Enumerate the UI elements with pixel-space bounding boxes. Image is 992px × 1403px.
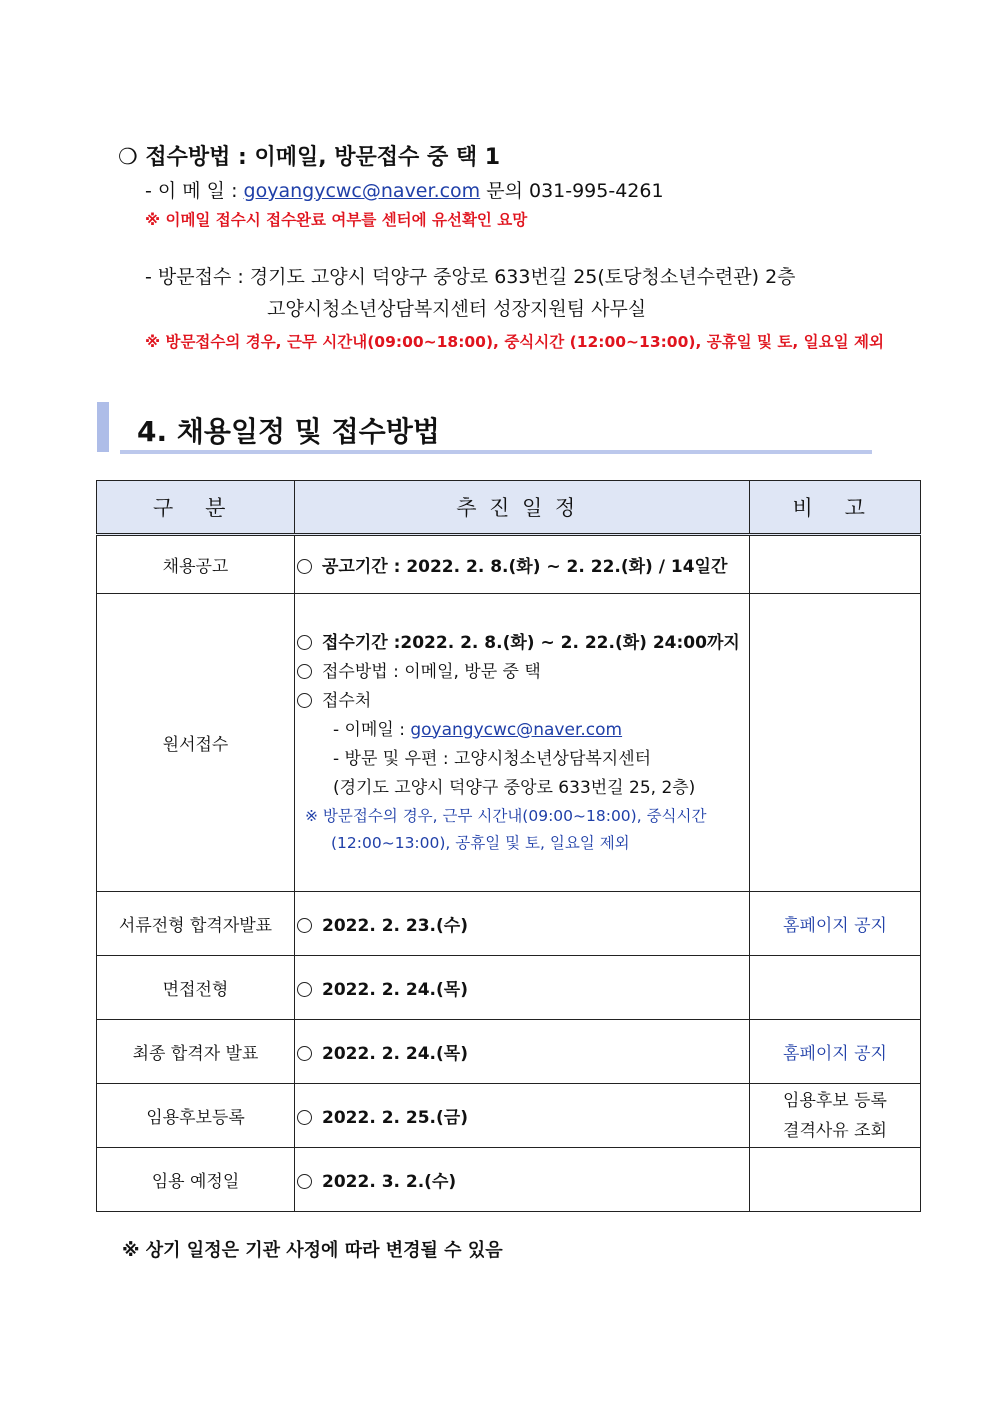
list-note: (12:00~13:00), 공휴일 및 토, 일요일 제외 bbox=[331, 833, 630, 852]
row-label: 면접전형 bbox=[97, 956, 295, 1020]
row-schedule: 2022. 3. 2.(수) bbox=[295, 1148, 750, 1212]
section-marker-bar bbox=[97, 402, 109, 452]
row-schedule bbox=[295, 594, 750, 892]
email-link[interactable]: goyangycwc@naver.com bbox=[410, 719, 623, 740]
list-item: - 방문 및 우편 : 고양시청소년상담복지센터 bbox=[333, 748, 652, 769]
email-link[interactable]: goyangycwc@naver.com bbox=[243, 180, 481, 202]
section-title: 4. 채용일정 및 접수방법 bbox=[137, 415, 440, 448]
circle-bullet-icon bbox=[297, 1174, 312, 1189]
row-remarks bbox=[750, 594, 921, 892]
remarks-line: 임용후보 등록 bbox=[783, 1090, 887, 1111]
table-row bbox=[97, 1020, 921, 1084]
row-schedule: 2022. 2. 24.(목) bbox=[295, 956, 750, 1020]
email-prefix: - 이 메 일 : bbox=[145, 180, 244, 202]
table-row bbox=[97, 594, 921, 892]
circle-bullet-icon bbox=[297, 918, 312, 933]
row-label: 원서접수 bbox=[97, 594, 295, 892]
list-note: ※ 방문접수의 경우, 근무 시간내(09:00~18:00), 중식시간 bbox=[305, 806, 707, 825]
row-remarks bbox=[750, 1148, 921, 1212]
row-label: 임용후보등록 bbox=[97, 1084, 295, 1148]
row-remarks bbox=[750, 956, 921, 1020]
circle-bullet-icon bbox=[297, 1110, 312, 1125]
row-remarks bbox=[750, 535, 921, 594]
circle-bullet-icon bbox=[297, 693, 312, 708]
row-schedule: 2022. 2. 24.(목) bbox=[295, 1020, 750, 1084]
header-remarks: 비 고 bbox=[750, 481, 921, 535]
visit-address-line: - 방문접수 : 경기도 고양시 덕양구 중앙로 633번길 25(토당청소년수련관) 2층 bbox=[145, 266, 796, 288]
header-schedule: 추진일정 bbox=[295, 481, 750, 535]
visit-note: ※ 방문접수의 경우, 근무 시간내(09:00~18:00), 중식시간 (12:00~13:00), 공휴일 및 토, 일요일 제외 bbox=[145, 333, 884, 351]
remarks-line: 결격사유 조회 bbox=[783, 1120, 887, 1141]
circle-bullet-icon bbox=[297, 559, 312, 574]
schedule-table bbox=[96, 480, 921, 1212]
row-schedule: 2022. 2. 25.(금) bbox=[295, 1084, 750, 1148]
row-remarks: 홈페이지 공지 bbox=[750, 892, 921, 956]
header-category: 구 분 bbox=[97, 481, 295, 535]
row-label: 임용 예정일 bbox=[97, 1148, 295, 1212]
table-row bbox=[97, 956, 921, 1020]
list-item: 접수기간 :2022. 2. 8.(화) ~ 2. 22.(화) 24:00까지 bbox=[297, 629, 749, 658]
email-note: ※ 이메일 접수시 접수완료 여부를 센터에 유선확인 요망 bbox=[145, 211, 528, 229]
footer-note: ※ 상기 일정은 기관 사정에 따라 변경될 수 있음 bbox=[122, 1240, 503, 1261]
circle-bullet-icon bbox=[297, 664, 312, 679]
table-row bbox=[97, 892, 921, 956]
row-label: 채용공고 bbox=[97, 535, 295, 594]
row-remarks: 홈페이지 공지 bbox=[750, 1020, 921, 1084]
list-item: 접수방법 : 이메일, 방문 중 택 bbox=[297, 658, 749, 687]
schedule-text: 공고기간 : 2022. 2. 8.(화) ~ 2. 22.(화) / 14일간 bbox=[322, 557, 728, 577]
section-underline bbox=[120, 450, 872, 454]
visit-office-line: 고양시청소년상담복지센터 성장지원팀 사무실 bbox=[267, 298, 647, 320]
row-label: 최종 합격자 발표 bbox=[97, 1020, 295, 1084]
list-item: 접수처 bbox=[297, 687, 749, 716]
email-contact: 문의 031-995-4261 bbox=[480, 180, 664, 202]
row-remarks bbox=[750, 1084, 921, 1148]
table-row bbox=[97, 1084, 921, 1148]
row-schedule bbox=[295, 535, 750, 594]
table-row bbox=[97, 535, 921, 594]
method-heading: ❍ 접수방법 : 이메일, 방문접수 중 택 1 bbox=[118, 145, 501, 170]
row-label: 서류전형 합격자발표 bbox=[97, 892, 295, 956]
table-row bbox=[97, 1148, 921, 1212]
circle-bullet-icon bbox=[297, 635, 312, 650]
list-item: (경기도 고양시 덕양구 중앙로 633번길 25, 2층) bbox=[333, 777, 696, 798]
circle-bullet-icon bbox=[297, 982, 312, 997]
circle-bullet-icon bbox=[297, 1046, 312, 1061]
email-line bbox=[145, 176, 664, 203]
table-header-row bbox=[97, 481, 921, 535]
list-item: - 이메일 : goyangycwc@naver.com bbox=[333, 719, 623, 740]
row-schedule: 2022. 2. 23.(수) bbox=[295, 892, 750, 956]
